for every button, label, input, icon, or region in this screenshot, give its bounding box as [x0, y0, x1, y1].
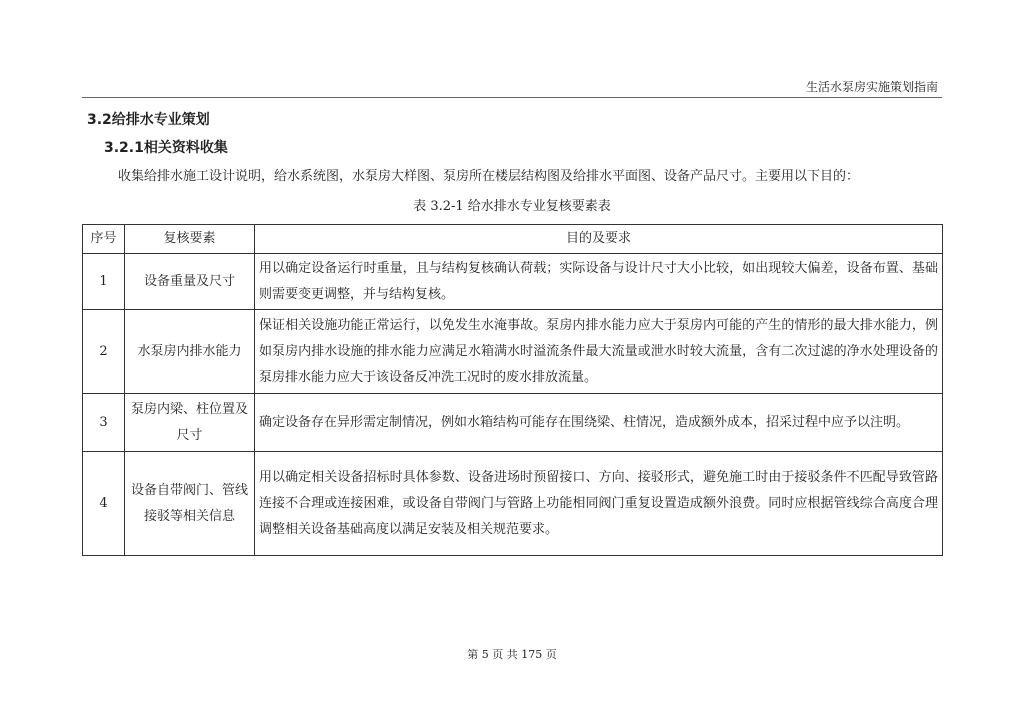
row-no: 1 — [83, 254, 125, 310]
table-row — [83, 310, 943, 394]
table-caption: 表 3.2-1 给水排水专业复核要素表 — [413, 199, 611, 214]
page-footer: 第 5 页 共 175 页 — [467, 648, 557, 661]
header-requirement: 目的及要求 — [255, 225, 943, 254]
row-item: 水泵房内排水能力 — [125, 310, 255, 394]
row-no: 3 — [83, 394, 125, 452]
header-divider — [82, 97, 942, 98]
table-row — [83, 254, 943, 310]
row-requirement: 用以确定设备运行时重量，且与结构复核确认荷载；实际设备与设计尺寸大小比较，如出现较大偏差，设备布置、基础则需要变更调整，并与结构复核。 — [255, 254, 943, 310]
table-row — [83, 452, 943, 556]
header-no: 序号 — [83, 225, 125, 254]
header-item: 复核要素 — [125, 225, 255, 254]
subsection-title: 3.2.1相关资料收集 — [104, 140, 228, 156]
intro-paragraph: 收集给排水施工设计说明，给水系统图，水泵房大样图、泵房所在楼层结构图及给排水平面图、设备产品尺寸。主要用以下目的： — [118, 169, 860, 184]
row-item: 泵房内梁、柱位置及尺寸 — [125, 394, 255, 452]
row-requirement: 保证相关设施功能正常运行，以免发生水淹事故。泵房内排水能力应大于泵房内可能的产生的情形的最大排水能力，例如泵房内排水设施的排水能力应满足水箱满水时溢流条件最大流量或泄水时较大流量，含有二次过滤的净水处理设备的泵房排水能力应大于该设备反冲洗工况时的废水排放流量。 — [255, 310, 943, 394]
row-item: 设备自带阀门、管线接驳等相关信息 — [125, 452, 255, 556]
review-table — [82, 224, 943, 556]
row-item: 设备重量及尺寸 — [125, 254, 255, 310]
row-no: 2 — [83, 310, 125, 394]
table-row — [83, 394, 943, 452]
row-requirement: 用以确定相关设备招标时具体参数、设备进场时预留接口、方向、接驳形式，避免施工时由于接驳条件不匹配导致管路连接不合理或连接困难，或设备自带阀门与管路上功能相同阀门重复设置造成额外浪费。同时应根据管线综合高度合理调整相关设备基础高度以满足安装及相关规范要求。 — [255, 452, 943, 556]
running-header: 生活水泵房实施策划指南 — [805, 80, 938, 94]
row-no: 4 — [83, 452, 125, 556]
table-header-row — [83, 225, 943, 254]
section-title: 3.2给排水专业策划 — [87, 112, 210, 128]
row-requirement: 确定设备存在异形需定制情况，例如水箱结构可能存在围绕梁、柱情况，造成额外成本，招采过程中应予以注明。 — [255, 394, 943, 452]
